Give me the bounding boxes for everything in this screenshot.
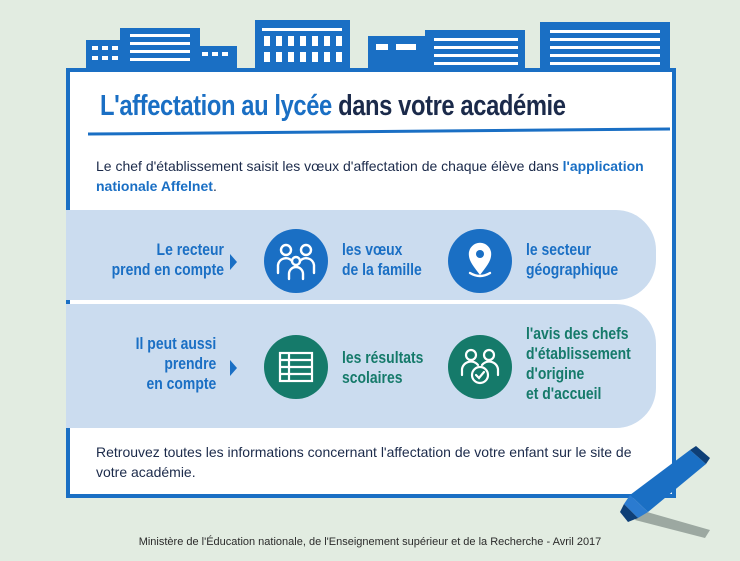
approved-people-icon-circle: [448, 335, 512, 399]
school-results-line-2: scolaires: [342, 368, 403, 387]
family-wishes-label: [342, 240, 422, 280]
principals-opinion-line-1: l'avis des chefs: [526, 324, 629, 343]
school-results-line-1: les résultats: [342, 348, 424, 367]
school-results-label: [342, 348, 423, 388]
geographic-sector-line-2: géographique: [526, 260, 619, 279]
outro-paragraph: Retrouvez toutes les informations concernant l'affectation de votre enfant sur le site de votre académie.: [96, 444, 632, 480]
family-wishes-line-1: les vœux: [342, 240, 403, 259]
row2-lead: [135, 334, 216, 394]
row1-lead-line-1: Le recteur: [156, 240, 224, 259]
location-pin-icon-circle: [448, 229, 512, 293]
title-part-2: dans votre académie: [338, 90, 566, 122]
principals-opinion-line-2: d'établissement: [526, 344, 631, 363]
family-icon-circle: [264, 229, 328, 293]
info-card: [66, 68, 676, 498]
row1-lead: [112, 240, 224, 280]
row2-lead-line-1: Il peut aussi: [135, 334, 216, 353]
row1-lead-line-2: prend en compte: [111, 260, 224, 279]
grades-table-icon-circle: [264, 335, 328, 399]
approved-people-icon: [458, 345, 502, 389]
location-pin-icon: [460, 239, 500, 283]
highlighter-marker-icon: [610, 440, 720, 540]
intro-paragraph: [96, 156, 656, 196]
row2-lead-line-2: prendre: [164, 354, 216, 373]
grades-table-icon: [277, 350, 315, 384]
principals-opinion-label: [526, 324, 631, 404]
title-part-1: L'affectation au lycée: [100, 90, 332, 122]
row2-lead-line-3: en compte: [146, 374, 216, 393]
family-wishes-line-2: de la famille: [342, 260, 422, 279]
geographic-sector-label: [526, 240, 618, 280]
affelnet-link[interactable]: l'application nationale Affelnet: [96, 158, 644, 194]
row1-arrow: [230, 254, 237, 270]
page-title: [100, 90, 566, 123]
family-icon: [274, 239, 318, 283]
principals-opinion-line-4: et d'accueil: [526, 384, 602, 403]
intro-end: .: [212, 178, 217, 194]
geographic-sector-line-1: le secteur: [526, 240, 592, 259]
intro-text: Le chef d'établissement saisit les vœux d'affectation de chaque élève dans: [96, 158, 563, 174]
title-underline: [88, 127, 670, 135]
row2-arrow: [230, 360, 237, 376]
principals-opinion-line-3: d'origine: [526, 364, 585, 383]
footer-credit: Ministère de l'Éducation nationale, de l'Enseignement supérieur et de la Recherche - Avril 2017: [138, 536, 602, 548]
